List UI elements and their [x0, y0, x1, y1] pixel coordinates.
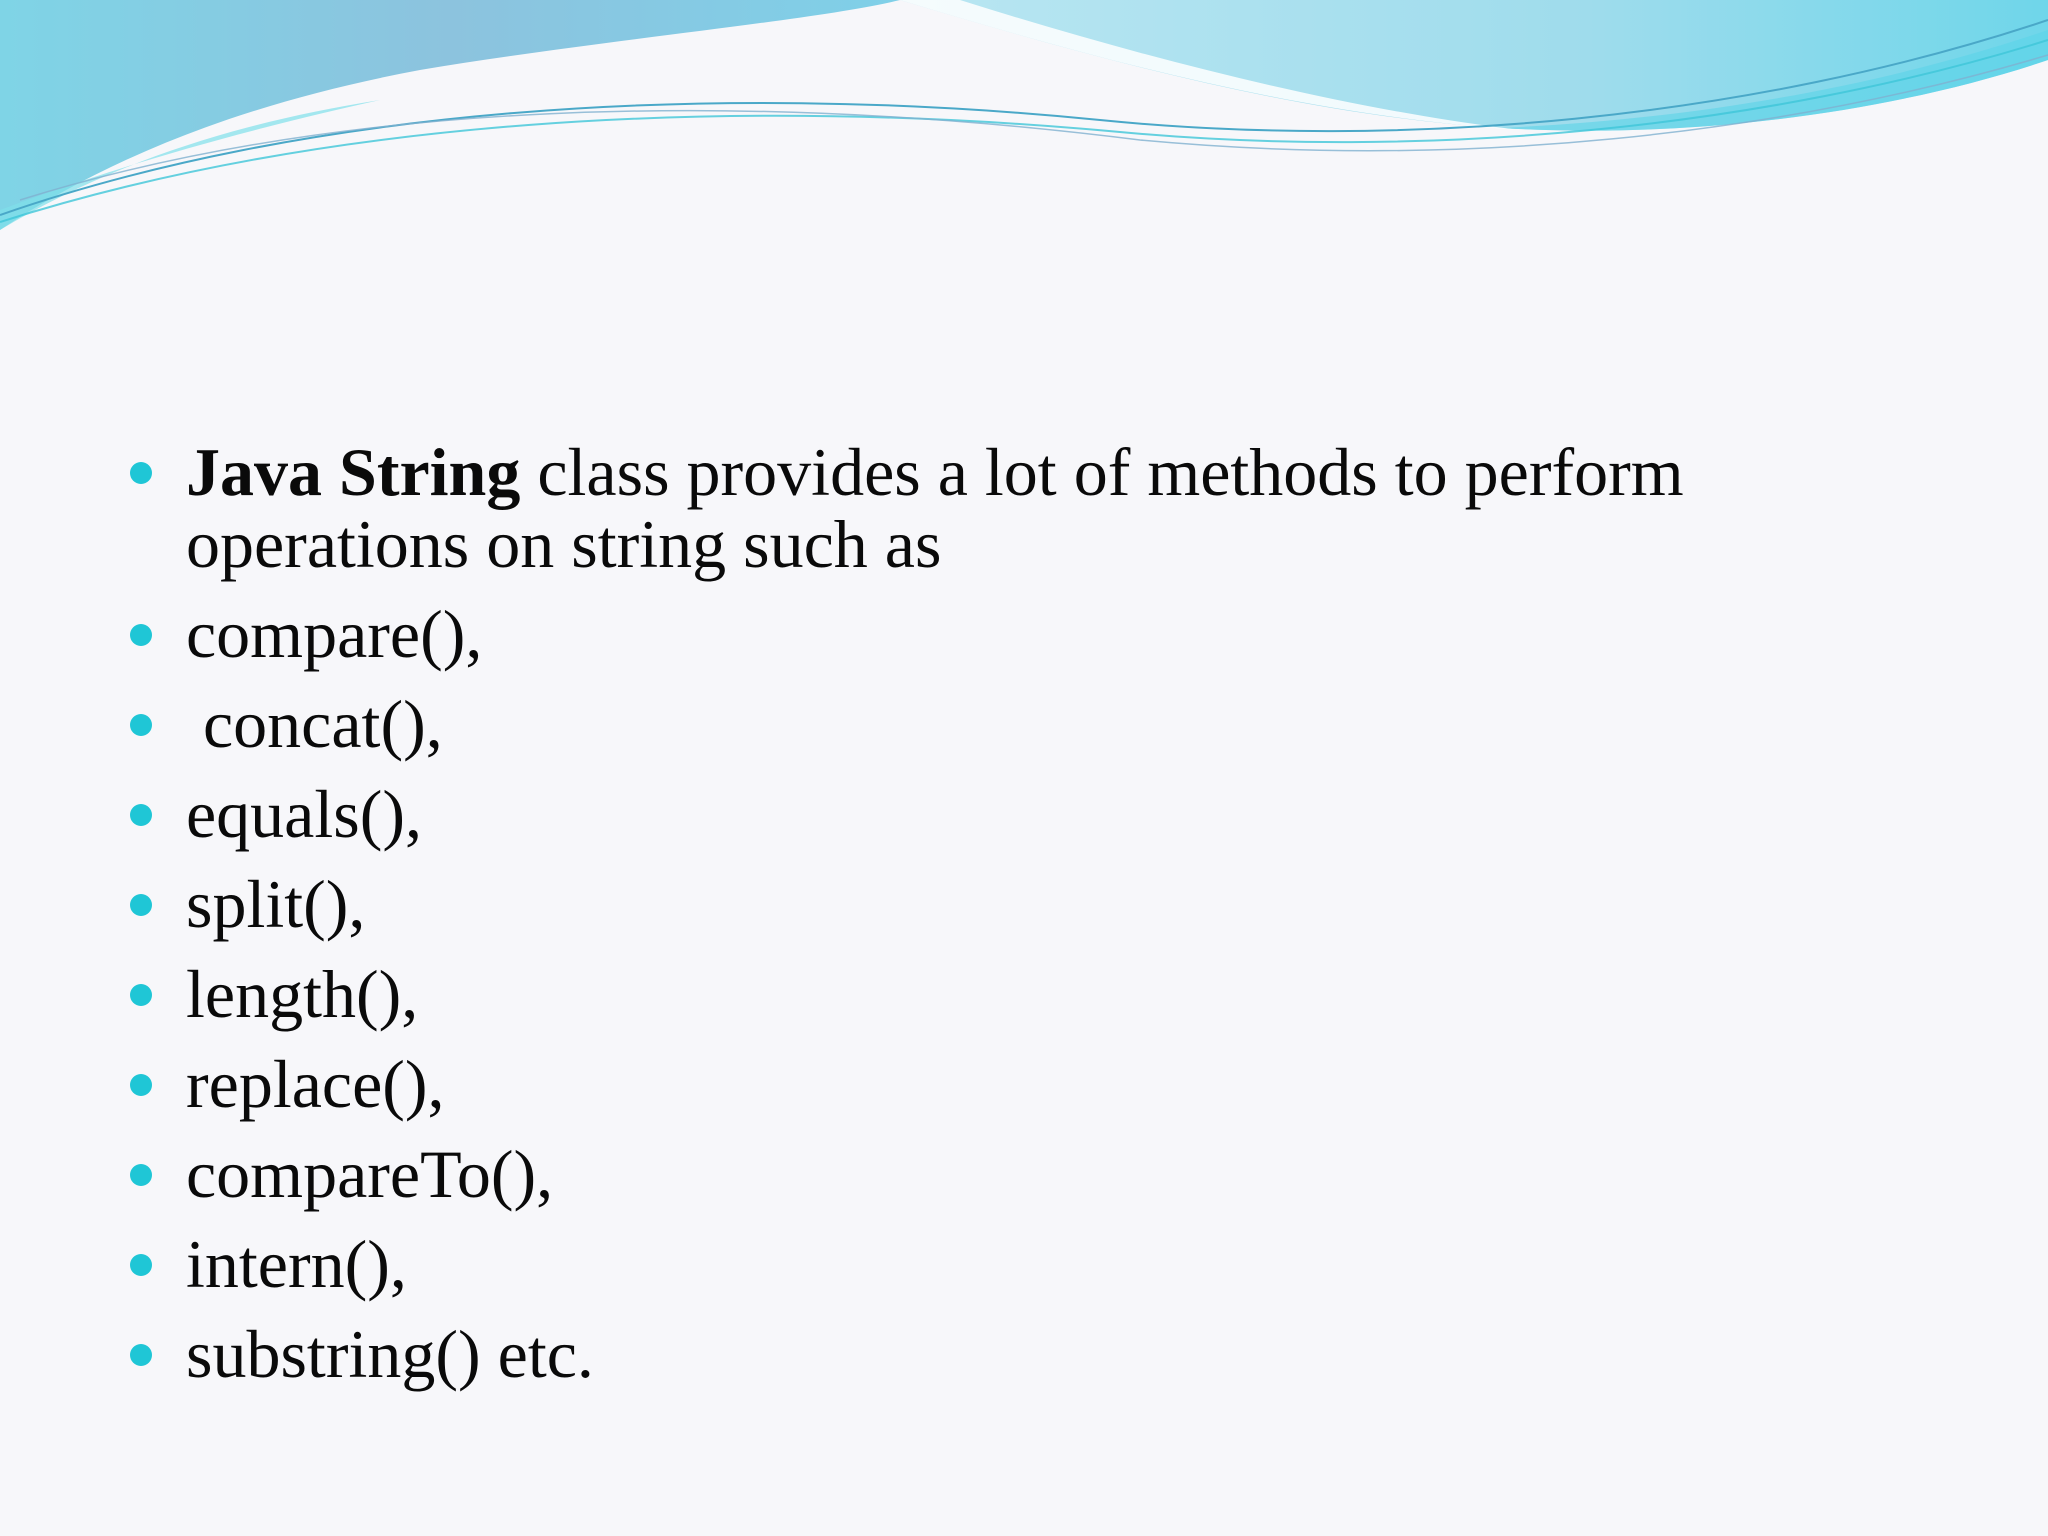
method-label: substring() etc. [186, 1316, 594, 1392]
method-label: replace(), [186, 1046, 445, 1122]
bullet-dot-icon [130, 1074, 152, 1096]
bullet-dot-icon [130, 804, 152, 826]
method-label: compareTo(), [186, 1136, 554, 1212]
method-bullet [120, 868, 1980, 940]
method-bullet [120, 1228, 1980, 1300]
method-label: equals(), [186, 776, 423, 852]
method-label: intern(), [186, 1226, 407, 1302]
methods-bullet-list [120, 436, 1980, 1390]
bullet-dot-icon [130, 894, 152, 916]
method-bullet [120, 688, 1980, 760]
bullet-dot-icon [130, 714, 152, 736]
slide-body [120, 436, 1980, 1408]
bullet-dot-icon [130, 1254, 152, 1276]
method-bullet [120, 1048, 1980, 1120]
method-label: length(), [186, 956, 419, 1032]
intro-bold-text: Java String [186, 434, 521, 510]
bullet-dot-icon [130, 462, 152, 484]
header-wave-decoration [0, 0, 2048, 240]
method-bullet [120, 1318, 1980, 1390]
bullet-dot-icon [130, 624, 152, 646]
method-label: concat(), [186, 686, 443, 762]
method-bullet [120, 958, 1980, 1030]
bullet-dot-icon [130, 1164, 152, 1186]
intro-bullet [120, 436, 1980, 580]
method-bullet [120, 598, 1980, 670]
bullet-dot-icon [130, 984, 152, 1006]
bullet-dot-icon [130, 1344, 152, 1366]
method-bullet [120, 1138, 1980, 1210]
method-label: compare(), [186, 596, 483, 672]
method-bullet [120, 778, 1980, 850]
intro-text: class provides a lot of methods to perform operations on string such as [186, 434, 1684, 582]
method-label: split(), [186, 866, 366, 942]
